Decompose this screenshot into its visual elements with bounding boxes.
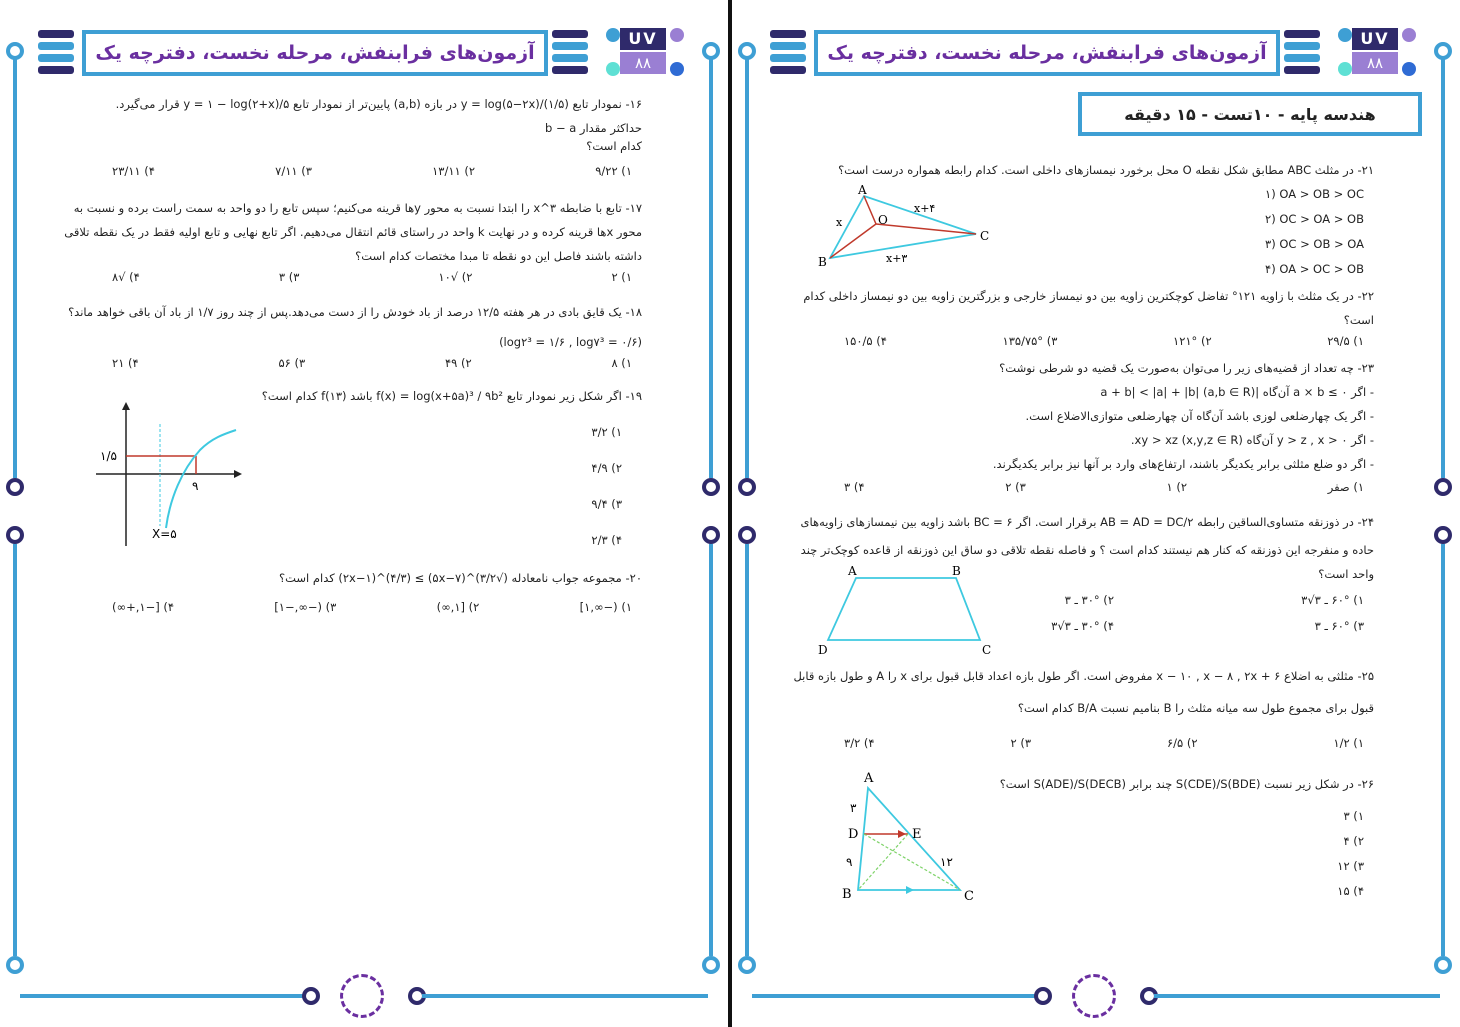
option[interactable]: ۲) [۱,∞) (436, 600, 480, 614)
left-page (0, 0, 728, 1027)
header-title: آزمون‌های فرابنفش، مرحله نخست، دفترچه یک (95, 42, 535, 64)
option[interactable]: ۴) ۲۳/۱۱ (112, 164, 155, 178)
rail-ring (1434, 526, 1452, 544)
right-rail-top (1441, 58, 1445, 478)
rail-ring (6, 478, 24, 496)
option[interactable]: ۴) ۲/۳ (591, 533, 622, 547)
rail-ring (1434, 956, 1452, 974)
uv-logo (606, 26, 686, 82)
rail-ring (738, 526, 756, 544)
option[interactable]: ۳) ۹/۴ (591, 497, 622, 511)
option[interactable]: ۴) √۸ (112, 270, 140, 284)
footer-line (20, 994, 306, 998)
option[interactable]: ۱) ۱/۲ (1333, 736, 1364, 750)
graph-y-label: ۱/۵ (100, 449, 117, 463)
option[interactable]: ۱) ۲ (611, 270, 632, 284)
rail-ring (1434, 42, 1452, 60)
option[interactable]: ۱) صفر (1327, 480, 1364, 494)
option[interactable]: ۲) √۱۰ (438, 270, 473, 284)
option[interactable]: ۳) ۱۳۵/۷۵° (1002, 334, 1058, 348)
vertex-D-label: D (818, 643, 828, 657)
rail-ring (302, 987, 320, 1005)
header-frame (814, 30, 1280, 76)
rail-ring (1434, 478, 1452, 496)
section-title: هندسه پایه - ۱۰تست - ۱۵ دقیقه (1078, 92, 1422, 136)
question-25-options (844, 736, 1364, 750)
vertex-A-label: A (848, 564, 857, 578)
question-21-triangle (816, 182, 996, 270)
logo-text-bottom: ۸۸ (1352, 52, 1398, 74)
question-23-item: - اگر دو ضلع مثلثی برابر یکدیگر باشند، ارتفاع‌های وارد بر آنها نیز برابر یکدیگرند. (992, 457, 1374, 471)
option[interactable]: ۴) ۱۵ (1337, 884, 1364, 898)
option[interactable]: ۲) ۶/۵ (1166, 736, 1198, 750)
rail-ring (6, 956, 24, 974)
right-rail-top (709, 58, 713, 478)
question-23-item: - اگر یک چهارضلعی لوزی باشد آن‌گاه آن چهارضلعی متوازی‌الاضلاع است. (1025, 409, 1374, 423)
uv-logo (1338, 26, 1418, 82)
question-23-item: - اگر a × b ≤ ۰ آن‌گاه |a + b| < |a| + |b| (a,b ∈ R) (1100, 385, 1374, 399)
question-20-stem: ۲۰- مجموعه جواب نامعادله (√۳/۲)^(۵x−۷) ≥ (۴/۳)^(۲x−۱) کدام است؟ (279, 571, 642, 585)
option[interactable]: ۳) ۶۰° ـ ۳ (1314, 619, 1364, 633)
side-BC-label: x+۳ (886, 252, 908, 265)
option[interactable]: ۱) (−∞,۱] (579, 600, 632, 614)
vertex-B-label: B (818, 255, 827, 269)
question-25-stem: ۲۵- مثلثی به اضلاع x − ۱۰ , x − ۸ , ۲x + ۶ مفروض است. اگر طول بازه اعداد قابل قبول برای x را A و طول بازه قابل (793, 669, 1374, 683)
option[interactable]: ۲) ۱۳/۱۱ (432, 164, 476, 178)
question-17-stem-3: داشته باشند فاصل این دو نقطه تا مبدا مختصات کدام است؟ (355, 249, 642, 263)
segment-AD-label: ۳ (850, 801, 857, 815)
option[interactable]: ۴) ۳/۲ (844, 736, 875, 750)
question-17-stem: ۱۷- تابع با ضابطه ۳^x را ابتدا نسبت به محور yها قرینه می‌کنیم؛ سپس تابع را دو واحد به سمت راست برده و نسبت به (73, 201, 642, 215)
option[interactable]: ۴) OA > OC > OB (1265, 262, 1364, 276)
rail-ring (702, 526, 720, 544)
option[interactable]: ۳) ۳ (278, 270, 300, 284)
question-22-stem: ۲۲- در یک مثلث با زاویه ۱۲۱° تفاضل کوچکترین زاویه بین دو نیمساز خارجی و بزرگترین زاویه بین دو نیمساز داخلی کدام (803, 289, 1374, 303)
question-17-options (112, 270, 632, 284)
option[interactable]: ۲) ۳۰° ـ ۳ (1064, 593, 1114, 607)
option[interactable]: ۳) ۲ (1010, 736, 1032, 750)
rail-ring (6, 526, 24, 544)
segment-DB-label: ۹ (846, 855, 853, 869)
right-page (732, 0, 1460, 1027)
question-21-stem: ۲۱- در مثلث ABC مطابق شکل نقطه O محل برخورد نیمسازهای داخلی است. کدام رابطه همواره درست است؟ (838, 163, 1374, 177)
option[interactable]: ۲) ۴۹ (444, 356, 472, 370)
header-stripes (770, 30, 806, 76)
vertex-C-label: C (980, 229, 990, 243)
question-18-log-hint: (log۲³ = ۱/۶ , log۷³ = ۰/۶) (499, 335, 642, 349)
footer-ornament-icon (340, 974, 384, 1018)
header-title: آزمون‌های فرابنفش، مرحله نخست، دفترچه یک (827, 42, 1267, 64)
question-23-item: - اگر y > z , x > ۰ آن‌گاه xy > xz (x,y,z ∈ R). (1130, 433, 1374, 447)
right-rail-bottom (1441, 544, 1445, 956)
question-24-stem-2: حاده و منفرجه این ذوزنقه که کنار هم نیستند کدام است ؟ و فاصله نقطه تلاقی دو ساق این ذوزنقه از قاعده کوچک‌تر چند (800, 543, 1374, 557)
left-rail-bottom (13, 544, 17, 956)
side-AB-label: x (836, 216, 843, 229)
option[interactable]: ۴) ۳۰° ـ ۳√۳ (1051, 619, 1114, 633)
option[interactable]: ۳) OC > OB > OA (1265, 237, 1364, 251)
option[interactable]: ۱) OA > OB > OC (1265, 187, 1364, 201)
option[interactable]: ۳) ۱۲ (1337, 859, 1364, 873)
question-19-graph (90, 398, 250, 550)
vertex-B-label: B (952, 564, 961, 578)
question-23-stem: ۲۳- چه تعداد از قضیه‌های زیر را می‌توان به‌صورت یک قضیه دو شرطی نوشت؟ (999, 361, 1374, 375)
footer-line (422, 994, 708, 998)
option[interactable]: ۴) [−۱,+∞) (112, 600, 175, 614)
header-stripes (552, 30, 588, 76)
question-26-stem: ۲۶- در شکل زیر نسبت S(CDE)/S(BDE) چند برابر S(ADE)/S(DECB) است؟ (999, 777, 1374, 791)
graph-x-label: ۹ (192, 479, 199, 493)
option[interactable]: ۱) ۲۹/۵ (1327, 334, 1364, 348)
footer-line (1154, 994, 1440, 998)
option[interactable]: ۲) OC > OA > OB (1265, 212, 1364, 226)
question-24-stem: ۲۴- در ذوزنقه متساوی‌الساقین رابطه AB = AD = DC/۲ برقرار است. اگر BC = ۶ باشد زاویه بین نیمسازهای زاویه‌های (800, 515, 1374, 529)
rail-ring (738, 42, 756, 60)
question-19-stem: ۱۹- اگر شکل زیر نمودار تابع f(x) = log(x+۵a)³ / ۹b² باشد f(۱۳) کدام است؟ (261, 389, 642, 403)
vertex-D-label: D (848, 827, 859, 842)
option[interactable]: ۲) ۴ (1343, 834, 1364, 848)
left-rail-bottom (745, 544, 749, 956)
option[interactable]: ۱) ۸ (611, 356, 632, 370)
logo-text-top: UV (620, 28, 666, 50)
segment-EC-label: ۱۲ (940, 855, 953, 869)
option[interactable]: ۲) ۱۲۱° (1173, 334, 1212, 348)
right-rail-bottom (709, 544, 713, 956)
left-rail-top (745, 58, 749, 478)
option[interactable]: ۳) ۷/۱۱ (275, 164, 312, 178)
option[interactable]: ۱) ۳ (1343, 809, 1364, 823)
option[interactable]: ۴) ۲۱ (112, 356, 139, 370)
rail-ring (702, 478, 720, 496)
left-rail-top (13, 58, 17, 478)
option[interactable]: ۳) (−∞,−۱] (274, 600, 337, 614)
question-16-stem: ۱۶- نمودار تابع y = log(۵−۲x)/(۱/۵) در بازه (a,b) پایین‌تر از نمودار تابع y = ۱ − log(۲+x)/۵ قرار می‌گیرد. حداکثر مقدار b − a (115, 97, 642, 135)
graph-asymptote-label: X=۵ (152, 527, 177, 541)
question-20-options (112, 600, 632, 614)
rail-ring (1034, 987, 1052, 1005)
vertex-A-label: A (864, 771, 874, 786)
question-16-options (112, 164, 632, 178)
option[interactable]: ۱) ۹/۲۲ (595, 164, 632, 178)
question-25-stem-2: قبول برای مجموع طول سه میانه مثلث را B بنامیم نسبت B/A کدام است؟ (1017, 701, 1374, 715)
question-24-trapezoid (812, 562, 1002, 658)
question-16-stem-2: کدام است؟ (586, 139, 642, 153)
point-O-label: O (878, 213, 888, 227)
question-17-stem-2: محور xها قرینه کرده و در نهایت k واحد در راستای قائم انتقال می‌دهیم. اگر تابع نهایی و تابع اولیه فقط در یک نقطه تلاقی (64, 225, 642, 239)
question-22-stem-2: است؟ (1343, 313, 1374, 327)
question-26-triangle (836, 766, 996, 906)
footer-line (752, 994, 1038, 998)
footer-ornament-icon (1072, 974, 1116, 1018)
question-23-options (844, 480, 1364, 494)
rail-ring (6, 42, 24, 60)
logo-text-bottom: ۸۸ (620, 52, 666, 74)
option[interactable]: ۲) ۴/۹ (591, 461, 622, 475)
question-18-options (112, 356, 632, 370)
vertex-C-label: C (982, 643, 992, 657)
vertex-B-label: B (842, 887, 852, 902)
rail-ring (702, 42, 720, 60)
question-18-stem: ۱۸- یک قایق بادی در هر هفته ۱۲/۵ درصد از باد خودش را از دست می‌دهد.پس از چند روز ۱/۷ از باد آن باقی خواهد ماند؟ (68, 305, 642, 319)
option[interactable]: ۱) ۶۰° ـ ۳√۳ (1301, 593, 1364, 607)
rail-ring (738, 956, 756, 974)
logo-text-top: UV (1352, 28, 1398, 50)
question-22-options (844, 334, 1364, 348)
vertex-A-label: A (858, 183, 867, 197)
option[interactable]: ۴) ۳ (844, 480, 865, 494)
rail-ring (738, 478, 756, 496)
vertex-E-label: E (912, 827, 922, 842)
rail-ring (702, 956, 720, 974)
option[interactable]: ۳) ۵۶ (278, 356, 306, 370)
option[interactable]: ۴) ۱۵۰/۵ (844, 334, 887, 348)
question-24-stem-3: واحد است؟ (1318, 567, 1374, 581)
header-stripes (1284, 30, 1320, 76)
side-AC-label: x+۴ (914, 202, 936, 215)
option[interactable]: ۳) ۲ (1005, 480, 1026, 494)
option[interactable]: ۱) ۳/۲ (591, 425, 622, 439)
header-stripes (38, 30, 74, 76)
header-frame (82, 30, 548, 76)
option[interactable]: ۲) ۱ (1166, 480, 1188, 494)
vertex-C-label: C (964, 889, 974, 904)
